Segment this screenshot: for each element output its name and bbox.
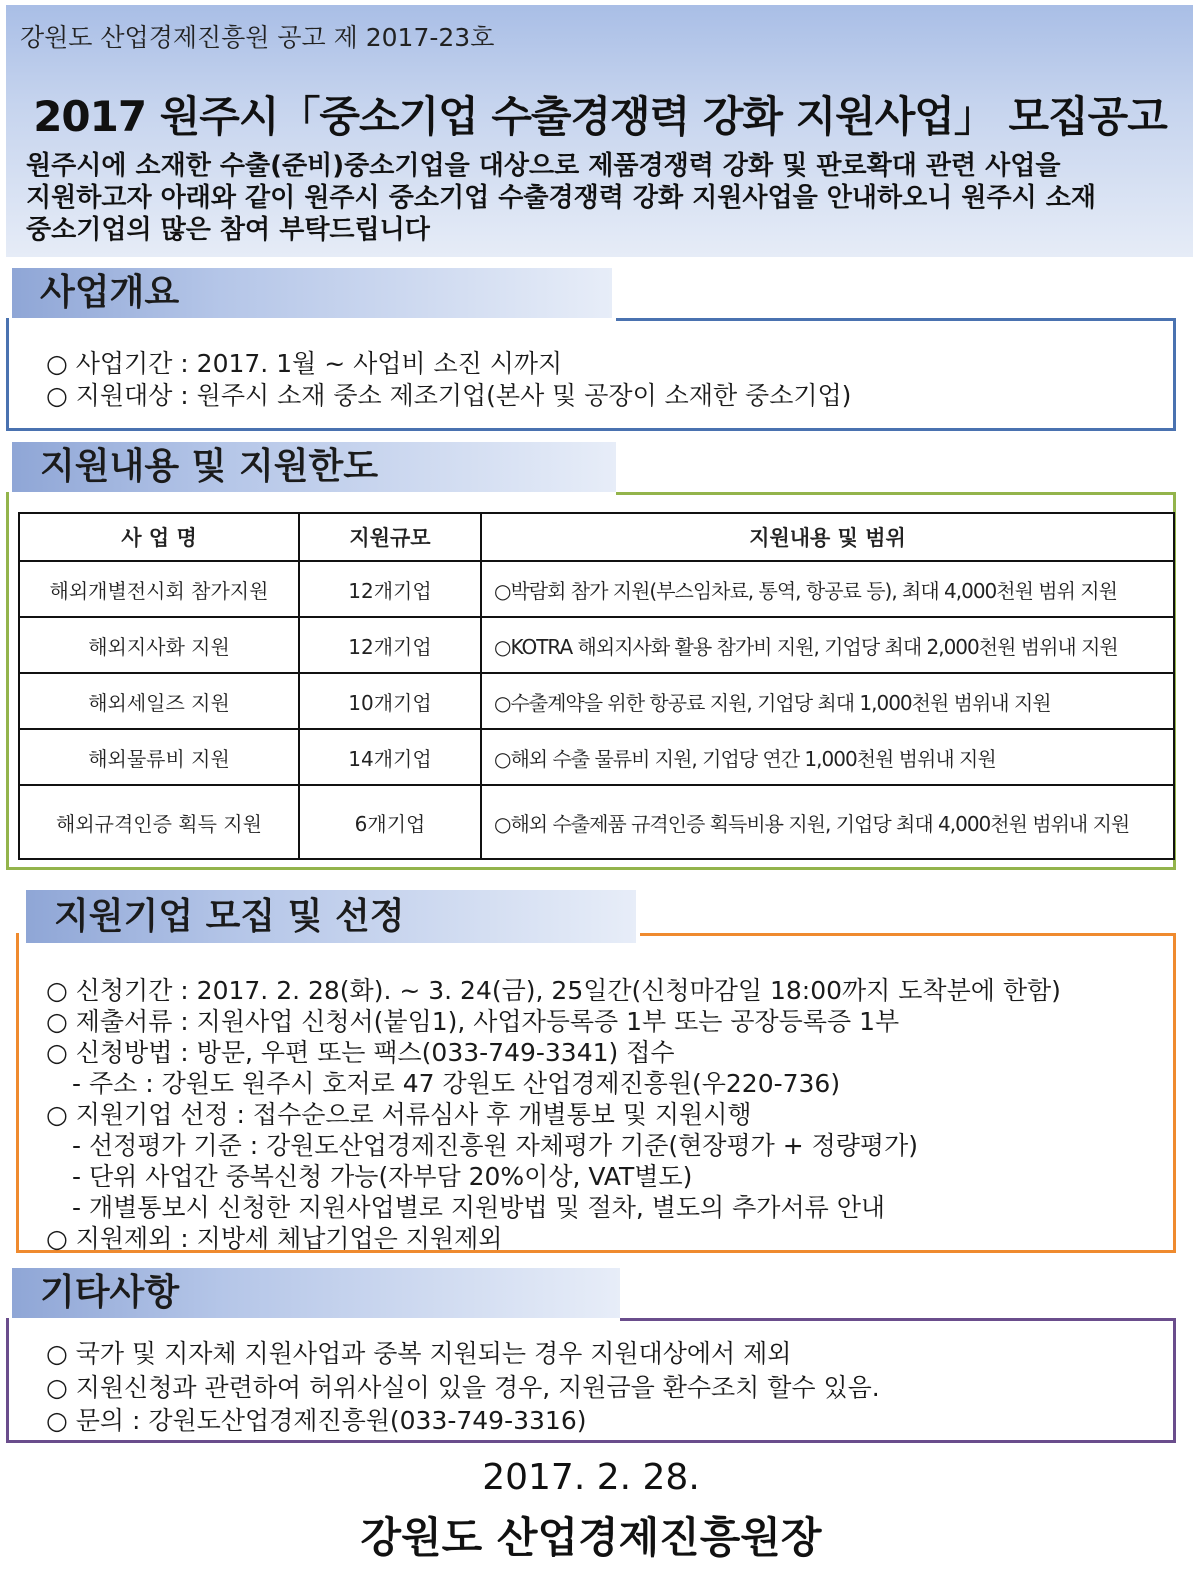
program-content: ○KOTRA 해외지사화 활용 참가비 지원, 기업당 최대 2,000천원 범위내 지원 [481, 617, 1174, 673]
program-scale: 6개기업 [299, 785, 481, 859]
program-scale: 14개기업 [299, 729, 481, 785]
program-scale: 10개기업 [299, 673, 481, 729]
overview-item: ○ 지원대상 : 원주시 소재 중소 제조기업(본사 및 공장이 소재한 중소기업) [46, 381, 852, 410]
section-heading-overview: 사업개요 [12, 268, 612, 318]
etc-item: ○ 지원신청과 관련하여 허위사실이 있을 경우, 지원금을 환수조치 할수 있음. [46, 1373, 880, 1402]
intro-line: 중소기업의 많은 참여 부탁드립니다 [26, 215, 430, 245]
etc-top-rule [620, 1318, 1176, 1321]
column-header: 지원내용 및 범위 [481, 513, 1174, 561]
page-title: 2017 원주시「중소기업 수출경쟁력 강화 지원사업」 모집공고 [33, 92, 1167, 141]
intro-line: 원주시에 소재한 수출(준비)중소기업을 대상으로 제품경쟁력 강화 및 판로확대 관련 사업을 [26, 151, 1061, 181]
section-heading-support: 지원내용 및 지원한도 [12, 442, 616, 492]
recruit-top-rule [640, 933, 1176, 936]
support-top-rule [616, 492, 1176, 495]
recruit-item: ○ 제출서류 : 지원사업 신청서(붙임1), 사업자등록증 1부 또는 공장등록증 1부 [46, 1007, 900, 1036]
overview-top-rule [616, 318, 1176, 321]
recruit-item: - 개별통보시 신청한 지원사업별로 지원방법 및 절차, 별도의 추가서류 안내 [72, 1193, 885, 1222]
recruit-item: ○ 지원제외 : 지방세 체납기업은 지원제외 [46, 1224, 503, 1253]
recruit-item: ○ 신청기간 : 2017. 2. 28(화). ~ 3. 24(금), 25일간(신청마감일 18:00까지 도착분에 한함) [46, 976, 1061, 1005]
overview-item: ○ 사업기간 : 2017. 1월 ~ 사업비 소진 시까지 [46, 349, 563, 378]
section-heading-etc: 기타사항 [12, 1268, 620, 1318]
program-name: 해외개별전시회 참가지원 [19, 561, 299, 617]
table-row [19, 785, 1174, 859]
program-scale: 12개기업 [299, 561, 481, 617]
section-heading-recruit: 지원기업 모집 및 선정 [26, 890, 636, 943]
etc-item: ○ 국가 및 지자체 지원사업과 중복 지원되는 경우 지원대상에서 제외 [46, 1339, 792, 1368]
program-content: ○해외 수출 물류비 지원, 기업당 연간 1,000천원 범위내 지원 [481, 729, 1174, 785]
program-name: 해외지사화 지원 [19, 617, 299, 673]
program-content: ○해외 수출제품 규격인증 획득비용 지원, 기업당 최대 4,000천원 범위내 지원 [481, 785, 1174, 859]
table-row [19, 617, 1174, 673]
intro-text [26, 150, 1176, 246]
recruit-item: - 단위 사업간 중복신청 가능(자부담 20%이상, VAT별도) [72, 1162, 693, 1191]
support-table [18, 512, 1175, 860]
program-scale: 12개기업 [299, 617, 481, 673]
column-header: 사 업 명 [19, 513, 299, 561]
program-name: 해외물류비 지원 [19, 729, 299, 785]
column-header: 지원규모 [299, 513, 481, 561]
program-name: 해외규격인증 획득 지원 [19, 785, 299, 859]
issue-date: 2017. 2. 28. [482, 1457, 700, 1498]
program-content: ○박람회 참가 지원(부스임차료, 통역, 항공료 등), 최대 4,000천원 범위 지원 [481, 561, 1174, 617]
notice-number: 강원도 산업경제진흥원 공고 제 2017-23호 [20, 23, 495, 52]
recruit-item: - 선정평가 기준 : 강원도산업경제진흥원 자체평가 기준(현장평가 + 정량평가) [72, 1131, 918, 1160]
table-row [19, 561, 1174, 617]
recruit-item: - 주소 : 강원도 원주시 호저로 47 강원도 산업경제진흥원(우220-736) [72, 1069, 841, 1098]
program-name: 해외세일즈 지원 [19, 673, 299, 729]
recruit-item: ○ 지원기업 선정 : 접수순으로 서류심사 후 개별통보 및 지원시행 [46, 1100, 752, 1129]
table-header-row [19, 513, 1174, 561]
etc-item: ○ 문의 : 강원도산업경제진흥원(033-749-3316) [46, 1406, 587, 1435]
table-row [19, 673, 1174, 729]
intro-line: 지원하고자 아래와 같이 원주시 중소기업 수출경쟁력 강화 지원사업을 안내하오니 원주시 소재 [26, 183, 1097, 213]
program-content: ○수출계약을 위한 항공료 지원, 기업당 최대 1,000천원 범위내 지원 [481, 673, 1174, 729]
recruit-item: ○ 신청방법 : 방문, 우편 또는 팩스(033-749-3341) 접수 [46, 1038, 675, 1067]
issuer-name: 강원도 산업경제진흥원장 [360, 1513, 822, 1562]
table-row [19, 729, 1174, 785]
